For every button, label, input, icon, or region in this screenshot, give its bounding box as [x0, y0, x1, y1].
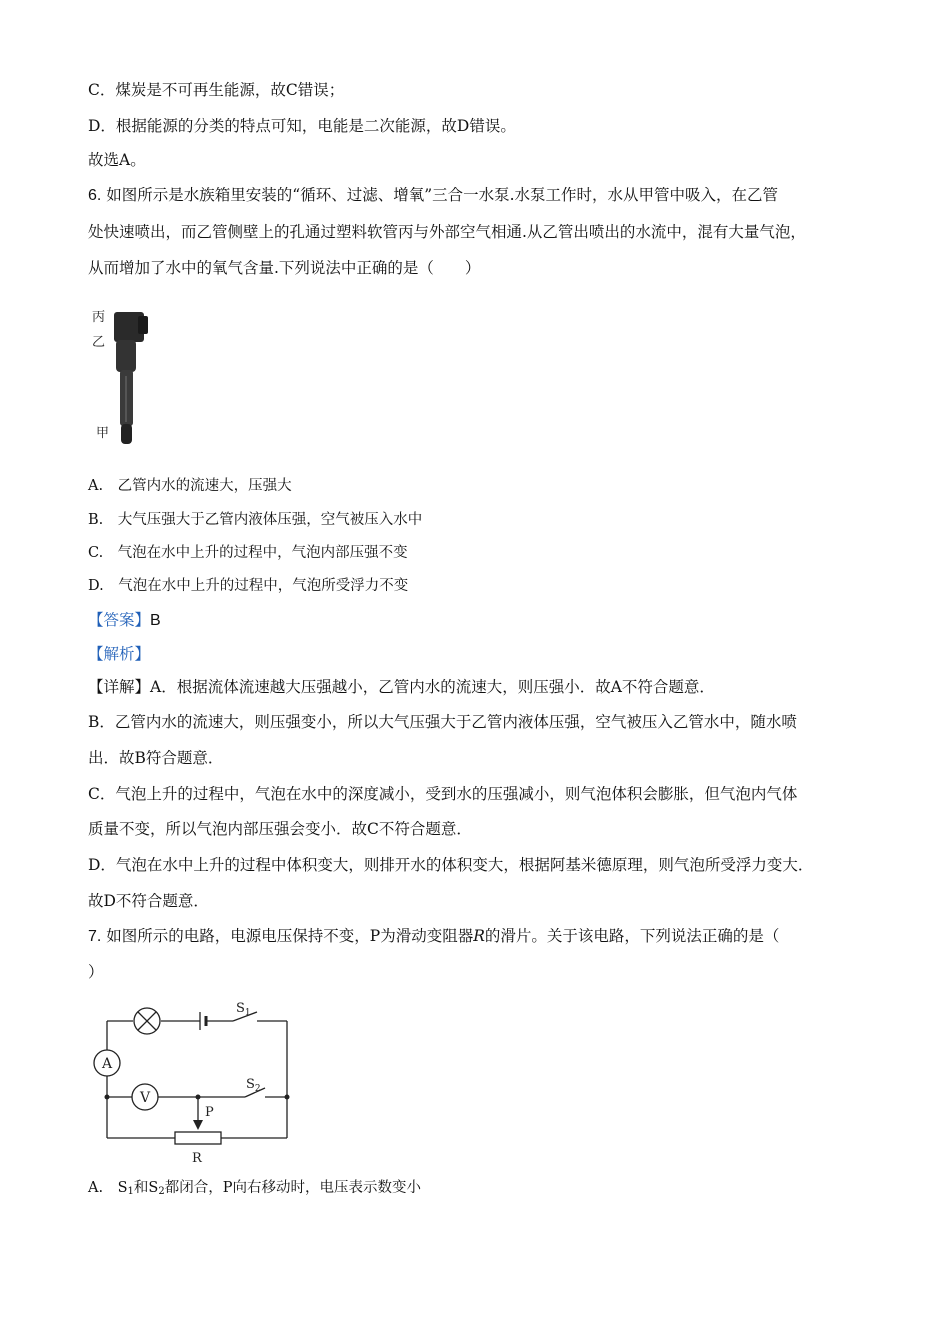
circuit-diagram [90, 996, 305, 1166]
q6-stem-line-1 [88, 185, 778, 206]
figure-label-yi: 乙 [92, 335, 106, 350]
battery-icon [200, 1012, 206, 1030]
junction-dot [196, 1095, 201, 1100]
pump-side-clip [138, 316, 148, 334]
analysis-tag: 【解析】 [88, 645, 151, 663]
ammeter-label: A [101, 1056, 113, 1072]
switch-s2-label: $S_2$ [246, 1077, 261, 1094]
q6-detail-b-line-1: B．乙管内水的流速大，则压强变小，所以大气压强大于乙管内液体压强，空气被压入乙管水中，随水喷 [88, 713, 797, 731]
q6-detail-d-line-2: 故D不符合题意． [88, 892, 209, 910]
q7-option-a-rest: 都闭合，P向右移动时，电压表示数变小 [164, 1180, 421, 1196]
q7-stem-text-1b: 的滑片。关于该电路，下列说法正确的是（ [484, 927, 780, 945]
figure-label-bing: 丙 [92, 310, 106, 325]
lamp-icon [134, 1008, 160, 1034]
q6-stem-line-2: 处快速喷出，而乙管侧壁上的孔通过塑料软管丙与外部空气相通.从乙管出喷出的水流中，混有大量气泡， [88, 223, 806, 241]
q6-detail-c-line-1: C．气泡上升的过程中，气泡在水中的深度减小，受到水的压强减小，则气泡体积会膨胀，但气泡内气体 [88, 785, 798, 803]
q6-detail-a [88, 677, 715, 697]
q6-option-c: C. 气泡在水中上升的过程中，气泡内部压强不变 [88, 545, 408, 561]
pump-motor-body [116, 340, 136, 372]
rheostat-icon [175, 1132, 221, 1144]
q7-option-a-mid: 和S [133, 1180, 159, 1196]
q7-option-a-sub2: 2 [158, 1186, 165, 1197]
q7-stem-variable-r: R [473, 927, 485, 945]
q6-answer: B [150, 612, 161, 629]
q6-detail-d-line-1: D．气泡在水中上升的过程中体积变大，则排开水的体积变大，根据阿基米德原理，则气泡所受浮力变大． [88, 856, 814, 874]
prev-option-c-explanation: C．煤炭是不可再生能源，故C错误； [88, 81, 345, 99]
q7-option-a-prefix: A. S [88, 1180, 128, 1196]
answer-tag: 【答案】 [88, 611, 151, 629]
q7-stem-line-1 [88, 926, 779, 947]
q7-stem-text-1a: 如图所示的电路，电源电压保持不变，P为滑动变阻器 [101, 927, 474, 945]
detail-tag: 【详解】 [88, 678, 151, 696]
q7-option-a-sub1: 1 [127, 1186, 134, 1197]
slider-p-label: P [205, 1105, 214, 1120]
q6-option-d: D. 气泡在水中上升的过程中，气泡所受浮力不变 [88, 578, 409, 594]
q6-number: 6. [88, 187, 102, 204]
water-pump-figure [90, 306, 160, 451]
prev-answer-choice: 故选A。 [88, 151, 146, 169]
q6-detail-c-line-2: 质量不变，所以气泡内部压强会变小．故C不符合题意． [88, 820, 472, 838]
q6-stem-line-3: 从而增加了水中的氧气含量.下列说法中正确的是（ ） [88, 259, 481, 277]
junction-dot [285, 1095, 290, 1100]
rheostat-r-label: R [192, 1151, 202, 1166]
q7-number: 7. [88, 928, 102, 945]
pump-intake [121, 424, 132, 444]
junction-dot [105, 1095, 110, 1100]
slider-arrow-icon [193, 1120, 203, 1130]
q6-stem-text-1: 如图所示是水族箱里安装的“循环、过滤、增氧”三合一水泵.水泵工作时，水从甲管中吸入，在乙管 [101, 186, 779, 204]
voltmeter-label: V [139, 1090, 151, 1106]
q7-stem-line-2: ） [88, 963, 104, 981]
switch-s1-label: $S_1$ [236, 1001, 251, 1018]
figure-label-jia: 甲 [96, 426, 110, 441]
prev-option-d-explanation: D．根据能源的分类的特点可知，电能是二次能源，故D错误。 [88, 117, 516, 135]
q6-detail-a-text: A．根据流体流速越大压强越小，乙管内水的流速大，则压强小．故A不符合题意． [150, 678, 715, 696]
q6-option-b: B. 大气压强大于乙管内液体压强，空气被压入水中 [88, 512, 423, 528]
q6-answer-line [88, 610, 161, 631]
q7-option-a [88, 1178, 421, 1202]
q6-detail-b-line-2: 出．故B符合题意． [88, 749, 224, 767]
q6-option-a: A. 乙管内水的流速大，压强大 [88, 478, 292, 494]
